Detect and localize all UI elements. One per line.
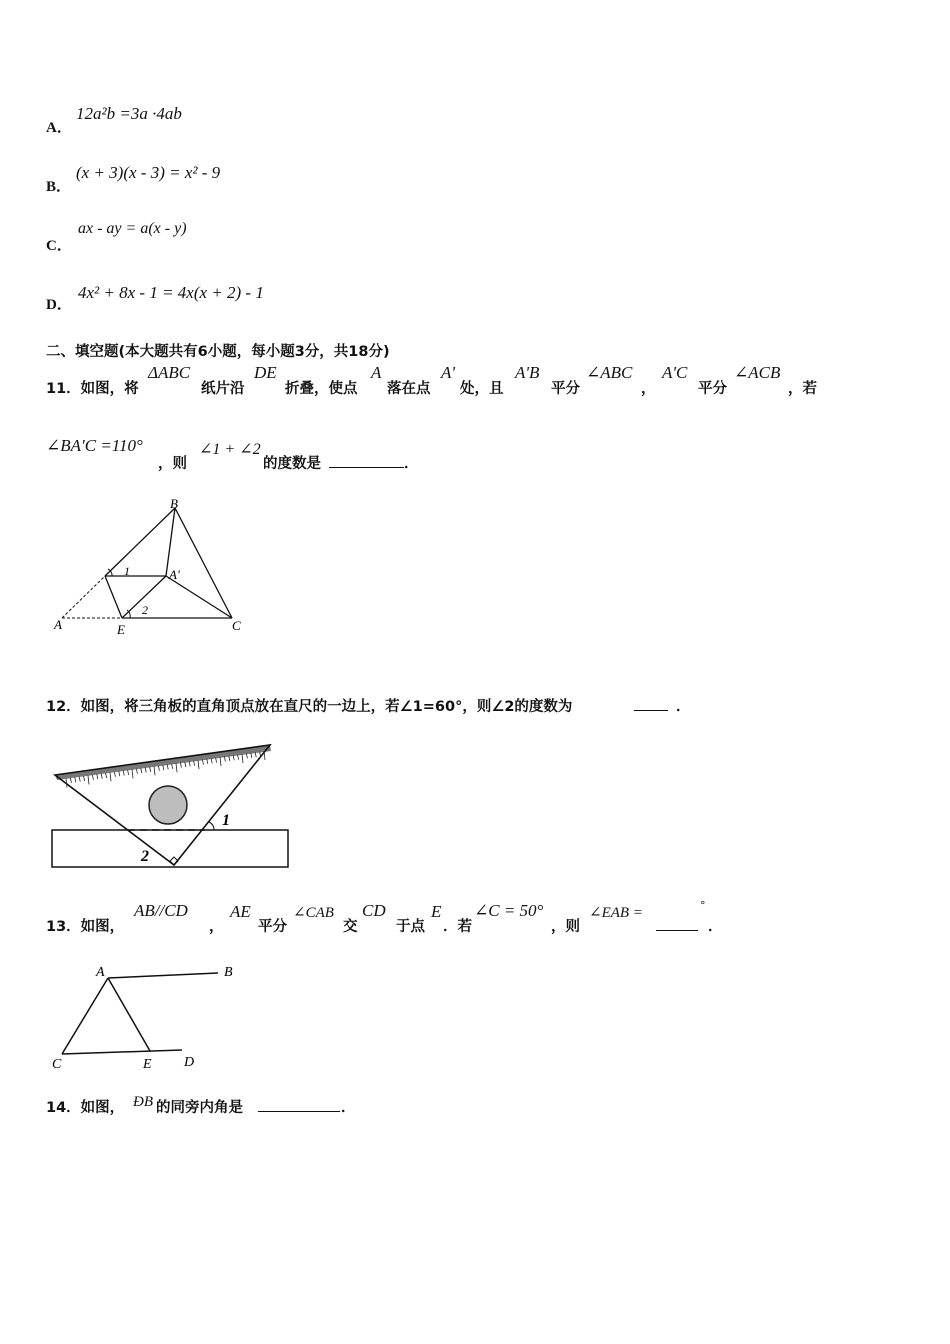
- q11-edge-bc: [175, 508, 232, 618]
- q13-t5: ．若: [443, 919, 472, 935]
- q12-hole: [149, 786, 187, 824]
- q13-num: 13．如图，: [46, 919, 125, 935]
- ruler-tick: [79, 777, 80, 782]
- q11-edge-bd: [105, 508, 175, 576]
- q11-label-a: A: [54, 617, 62, 632]
- option-b-letter: B．: [46, 179, 72, 195]
- q13-deg: °: [700, 899, 706, 912]
- q11-end: ．: [404, 456, 419, 472]
- q13-figure: [46, 958, 246, 1078]
- q13-e: E: [431, 902, 442, 921]
- ruler-tick: [141, 768, 142, 773]
- q11-a: A: [371, 363, 382, 382]
- q12-end: ．: [676, 699, 691, 715]
- ruler-tick: [92, 775, 93, 780]
- q13-label-c: C: [52, 1057, 62, 1072]
- ruler-tick: [101, 774, 102, 779]
- ruler-tick: [163, 765, 164, 770]
- ruler-tick: [220, 757, 221, 766]
- q13-label-e: E: [143, 1057, 152, 1072]
- ruler-tick: [110, 772, 111, 781]
- ruler-tick: [194, 761, 195, 766]
- q11-t7: 平分: [698, 381, 727, 397]
- ruler-tick: [75, 777, 76, 782]
- q11-t4: 处，且: [460, 381, 504, 397]
- ruler-tick: [150, 767, 151, 772]
- ruler-tick: [154, 766, 155, 775]
- ruler-tick: [211, 758, 212, 763]
- q11-label-e: E: [117, 622, 125, 637]
- q11-label-c: C: [232, 618, 241, 633]
- ruler-tick: [229, 756, 230, 761]
- q12-label-2: 2: [141, 848, 149, 865]
- q13-c50: ∠C = 50°: [474, 901, 544, 920]
- q11-sum: ∠1 + ∠2: [199, 441, 261, 458]
- q11-t9: ，则: [158, 456, 187, 472]
- ruler-tick: [97, 774, 98, 779]
- q11-edge-de: [105, 576, 122, 618]
- ruler-tick: [167, 764, 168, 769]
- q14-db: ÐB: [133, 1094, 153, 1110]
- ruler-tick: [123, 771, 124, 776]
- q11-t8: ，若: [788, 381, 817, 397]
- q13-cd: CD: [362, 901, 386, 920]
- q11-t10: 的度数是: [263, 456, 321, 472]
- option-c-letter: C．: [46, 238, 72, 254]
- ruler-tick: [242, 754, 243, 763]
- q13-label-b: B: [224, 965, 233, 980]
- ruler-tick: [180, 763, 181, 768]
- q11-t2: 折叠，使点: [285, 381, 358, 397]
- q11-edge-a1c: [166, 576, 232, 618]
- ruler-tick: [172, 764, 173, 769]
- q14-answer-blank[interactable]: [258, 1110, 340, 1112]
- ruler-tick: [185, 762, 186, 767]
- q11-ap: A': [441, 363, 456, 382]
- ruler-tick: [84, 776, 85, 781]
- ruler-tick: [145, 768, 146, 773]
- q11-abc: ΔABC: [148, 363, 191, 382]
- ruler-tick: [136, 769, 137, 774]
- q11-label-1: 1: [124, 564, 130, 578]
- q13-ae: AE: [230, 902, 251, 921]
- ruler-tick: [202, 760, 203, 765]
- q11-t6: ，: [641, 381, 656, 397]
- q13-line-ab: [108, 973, 218, 978]
- q11-dashed-ad: [62, 576, 105, 618]
- q11-t3: 落在点: [387, 381, 431, 397]
- q13-line-cd: [62, 1050, 182, 1054]
- section-title: 二、填空题(本大题共有6小题，每小题3分，共18分): [46, 344, 390, 360]
- option-a-expr: 12a²b =3a ·4ab: [76, 104, 182, 123]
- ruler-tick: [128, 770, 129, 775]
- option-c-expr: ax - ay = a(x - y): [78, 220, 187, 237]
- option-a-letter: A．: [46, 120, 72, 136]
- q13-cab: ∠CAB: [293, 905, 334, 921]
- q11-apc: A'C: [662, 363, 688, 382]
- q11-t5: 平分: [551, 381, 580, 397]
- ruler-tick: [70, 778, 71, 783]
- ruler-tick: [88, 775, 89, 784]
- q12-label-1: 1: [222, 812, 230, 829]
- q11-figure: [46, 495, 256, 645]
- q14-t1: 的同旁内角是: [156, 1100, 243, 1116]
- ruler-tick: [198, 760, 199, 769]
- q12-triangle-edge-band: [55, 745, 271, 780]
- q13-line-ae: [108, 978, 150, 1051]
- ruler-tick: [238, 755, 239, 760]
- q11-edge-ba1: [166, 508, 175, 576]
- q11-ang-acb: ∠ACB: [734, 363, 781, 382]
- ruler-tick: [114, 772, 115, 777]
- option-d-letter: D．: [46, 297, 72, 313]
- q13-t4: 于点: [396, 919, 425, 935]
- q13-answer-blank[interactable]: [656, 929, 698, 931]
- q13-t3: 交: [343, 919, 358, 935]
- q12-figure: [46, 738, 296, 873]
- ruler-tick: [233, 755, 234, 760]
- q11-t1: 纸片沿: [201, 381, 245, 397]
- option-b-expr: (x + 3)(x - 3) = x² - 9: [76, 163, 221, 182]
- q14-end: ．: [341, 1100, 356, 1116]
- q11-label-2: 2: [142, 603, 148, 617]
- q11-ang-abc: ∠ABC: [586, 363, 633, 382]
- q13-end: ．: [708, 919, 723, 935]
- q12-text: 12．如图，将三角板的直角顶点放在直尺的一边上，若∠1=60°，则∠2的度数为: [46, 699, 573, 715]
- q13-line-ac: [62, 978, 108, 1054]
- ruler-tick: [176, 763, 177, 772]
- ruler-tick: [119, 771, 120, 776]
- q13-t6: ，则: [551, 919, 580, 935]
- q13-eab: ∠EAB =: [589, 905, 643, 921]
- q12-answer-blank[interactable]: [634, 709, 668, 711]
- ruler-tick: [216, 758, 217, 763]
- q11-cond: ∠BA′C =110°: [46, 436, 143, 455]
- q13-t1: ，: [209, 919, 224, 935]
- ruler-tick: [224, 757, 225, 762]
- ruler-tick: [189, 761, 190, 766]
- q11-num: 11．如图，将: [46, 381, 139, 397]
- q11-label-b: B: [170, 496, 178, 511]
- q13-label-d: D: [184, 1055, 195, 1070]
- q11-answer-blank[interactable]: [329, 466, 404, 468]
- q13-t2: 平分: [258, 919, 287, 935]
- q14-num: 14．如图，: [46, 1100, 125, 1116]
- q11-de: DE: [254, 363, 277, 382]
- q13-par: AB//CD: [134, 901, 188, 920]
- ruler-tick: [66, 779, 67, 788]
- ruler-tick: [207, 759, 208, 764]
- option-d-expr: 4x² + 8x - 1 = 4x(x + 2) - 1: [78, 283, 264, 302]
- q13-label-a: A: [96, 965, 105, 980]
- ruler-tick: [158, 766, 159, 771]
- q12-angle1-arc: [209, 822, 214, 830]
- q11-apb: A'B: [515, 363, 540, 382]
- q11-label-a1: A': [169, 567, 180, 582]
- ruler-tick: [106, 773, 107, 778]
- ruler-tick: [132, 769, 133, 778]
